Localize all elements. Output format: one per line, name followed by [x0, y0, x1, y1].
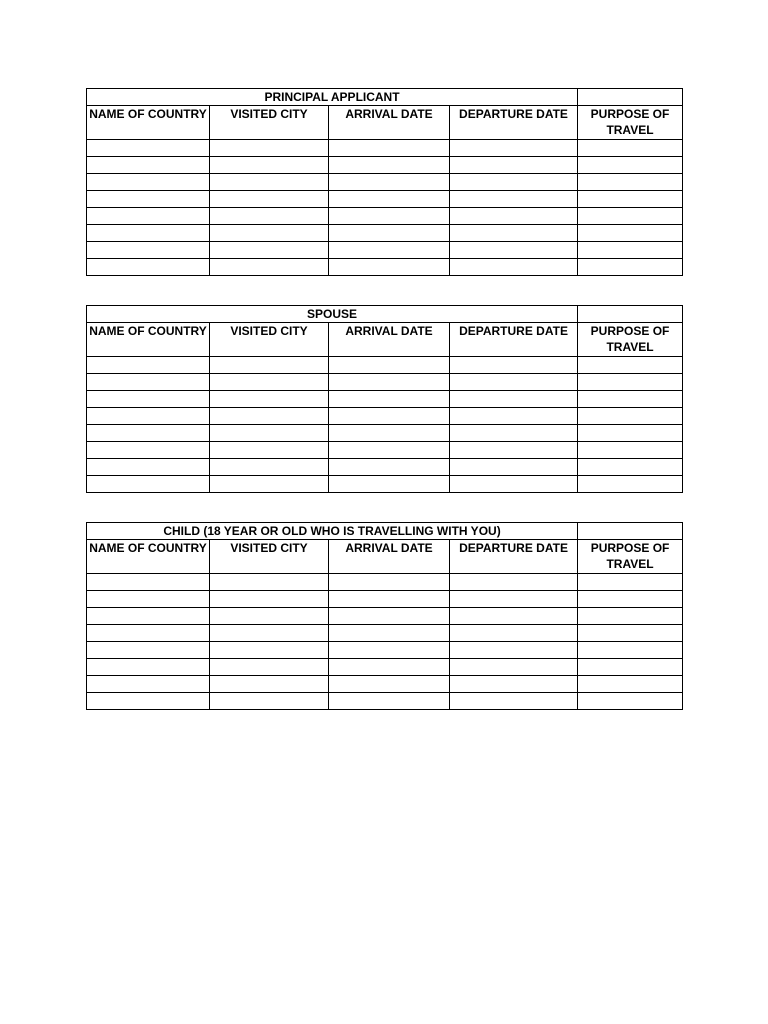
- entry-cell[interactable]: [210, 259, 329, 276]
- entry-cell[interactable]: [329, 442, 450, 459]
- entry-cell[interactable]: [450, 442, 578, 459]
- table-row: [87, 208, 683, 225]
- column-header: PURPOSE OF TRAVEL: [578, 106, 683, 140]
- entry-cell[interactable]: [87, 476, 210, 493]
- entry-cell[interactable]: [210, 140, 329, 157]
- column-header: VISITED CITY: [210, 323, 329, 357]
- entry-cell[interactable]: [450, 157, 578, 174]
- entry-cell[interactable]: [87, 242, 210, 259]
- table-row: [87, 191, 683, 208]
- entry-cell[interactable]: [210, 374, 329, 391]
- entry-cell[interactable]: [87, 374, 210, 391]
- entry-cell[interactable]: [450, 608, 578, 625]
- entry-cell[interactable]: [210, 476, 329, 493]
- entry-cell[interactable]: [87, 140, 210, 157]
- entry-cell[interactable]: [329, 425, 450, 442]
- entry-cell[interactable]: [87, 357, 210, 374]
- entry-cell[interactable]: [450, 374, 578, 391]
- entry-cell[interactable]: [87, 676, 210, 693]
- entry-cell[interactable]: [578, 608, 683, 625]
- entry-cell[interactable]: [329, 357, 450, 374]
- entry-cell[interactable]: [87, 391, 210, 408]
- entry-cell[interactable]: [87, 459, 210, 476]
- entry-cell[interactable]: [87, 642, 210, 659]
- entry-cell[interactable]: [210, 225, 329, 242]
- entry-cell[interactable]: [329, 676, 450, 693]
- entry-cell[interactable]: [450, 459, 578, 476]
- entry-cell[interactable]: [210, 174, 329, 191]
- entry-cell[interactable]: [450, 591, 578, 608]
- entry-cell[interactable]: [578, 357, 683, 374]
- entry-cell[interactable]: [329, 157, 450, 174]
- entry-cell[interactable]: [450, 242, 578, 259]
- entry-cell[interactable]: [578, 459, 683, 476]
- column-header: NAME OF COUNTRY: [87, 323, 210, 357]
- entry-cell[interactable]: [210, 357, 329, 374]
- entry-cell[interactable]: [578, 259, 683, 276]
- entry-cell[interactable]: [210, 693, 329, 710]
- table-row: [87, 608, 683, 625]
- entry-cell[interactable]: [578, 642, 683, 659]
- entry-cell[interactable]: [87, 174, 210, 191]
- table-row: [87, 659, 683, 676]
- entry-cell[interactable]: [578, 408, 683, 425]
- title-blank-cell: [578, 89, 683, 106]
- entry-cell[interactable]: [87, 157, 210, 174]
- entry-cell[interactable]: [450, 425, 578, 442]
- table-row: [87, 591, 683, 608]
- column-header: VISITED CITY: [210, 540, 329, 574]
- entry-cell[interactable]: [578, 659, 683, 676]
- table-row: [87, 242, 683, 259]
- entry-cell[interactable]: [87, 693, 210, 710]
- column-header: PURPOSE OF TRAVEL: [578, 323, 683, 357]
- column-header: DEPARTURE DATE: [450, 540, 578, 574]
- entry-cell[interactable]: [450, 225, 578, 242]
- entry-cell[interactable]: [450, 259, 578, 276]
- entry-cell[interactable]: [210, 459, 329, 476]
- entry-cell[interactable]: [450, 357, 578, 374]
- entry-cell[interactable]: [210, 157, 329, 174]
- entry-cell[interactable]: [578, 625, 683, 642]
- entry-cell[interactable]: [450, 208, 578, 225]
- entry-cell[interactable]: [578, 374, 683, 391]
- table-row: [87, 140, 683, 157]
- entry-cell[interactable]: [578, 140, 683, 157]
- entry-cell[interactable]: [578, 574, 683, 591]
- entry-cell[interactable]: [329, 242, 450, 259]
- entry-cell[interactable]: [210, 659, 329, 676]
- entry-cell[interactable]: [210, 391, 329, 408]
- entry-cell[interactable]: [210, 191, 329, 208]
- entry-cell[interactable]: [329, 625, 450, 642]
- entry-cell[interactable]: [450, 191, 578, 208]
- entry-cell[interactable]: [210, 425, 329, 442]
- table-row: [87, 174, 683, 191]
- entry-cell[interactable]: [578, 242, 683, 259]
- entry-cell[interactable]: [450, 642, 578, 659]
- table-row: [87, 425, 683, 442]
- entry-cell[interactable]: [329, 608, 450, 625]
- entry-cell[interactable]: [450, 391, 578, 408]
- entry-cell[interactable]: [329, 225, 450, 242]
- entry-cell[interactable]: [210, 608, 329, 625]
- entry-cell[interactable]: [329, 459, 450, 476]
- entry-cell[interactable]: [578, 591, 683, 608]
- entry-cell[interactable]: [329, 659, 450, 676]
- entry-cell[interactable]: [87, 191, 210, 208]
- entry-cell[interactable]: [87, 408, 210, 425]
- entry-cell[interactable]: [450, 693, 578, 710]
- entry-cell[interactable]: [578, 693, 683, 710]
- entry-cell[interactable]: [329, 642, 450, 659]
- entry-cell[interactable]: [329, 391, 450, 408]
- entry-cell[interactable]: [87, 625, 210, 642]
- table-row: [87, 459, 683, 476]
- entry-cell[interactable]: [210, 442, 329, 459]
- entry-cell[interactable]: [87, 225, 210, 242]
- travel-table-1: [86, 88, 683, 276]
- entry-cell[interactable]: [450, 574, 578, 591]
- column-header: NAME OF COUNTRY: [87, 540, 210, 574]
- table-row: [87, 676, 683, 693]
- table-row: [87, 259, 683, 276]
- entry-cell[interactable]: [210, 591, 329, 608]
- entry-cell[interactable]: [210, 574, 329, 591]
- entry-cell[interactable]: [578, 425, 683, 442]
- table-row: [87, 357, 683, 374]
- entry-cell[interactable]: [578, 225, 683, 242]
- entry-cell[interactable]: [87, 259, 210, 276]
- entry-cell[interactable]: [210, 408, 329, 425]
- table-row: [87, 391, 683, 408]
- entry-cell[interactable]: [329, 591, 450, 608]
- entry-cell[interactable]: [87, 425, 210, 442]
- table-row: [87, 476, 683, 493]
- table-row: [87, 408, 683, 425]
- entry-cell[interactable]: [450, 408, 578, 425]
- column-header: NAME OF COUNTRY: [87, 106, 210, 140]
- entry-cell[interactable]: [87, 591, 210, 608]
- entry-cell[interactable]: [87, 659, 210, 676]
- entry-cell[interactable]: [450, 676, 578, 693]
- entry-cell[interactable]: [329, 174, 450, 191]
- entry-cell[interactable]: [450, 476, 578, 493]
- entry-cell[interactable]: [578, 191, 683, 208]
- table-row: [87, 625, 683, 642]
- column-header: ARRIVAL DATE: [329, 323, 450, 357]
- section-title: CHILD (18 YEAR OR OLD WHO IS TRAVELLING WITH YOU): [87, 523, 578, 540]
- entry-cell[interactable]: [329, 476, 450, 493]
- table-row: [87, 157, 683, 174]
- column-header: ARRIVAL DATE: [329, 106, 450, 140]
- entry-cell[interactable]: [578, 174, 683, 191]
- column-header: DEPARTURE DATE: [450, 106, 578, 140]
- entry-cell[interactable]: [578, 208, 683, 225]
- entry-cell[interactable]: [210, 625, 329, 642]
- entry-cell[interactable]: [450, 174, 578, 191]
- entry-cell[interactable]: [329, 208, 450, 225]
- section-title: SPOUSE: [87, 306, 578, 323]
- entry-cell[interactable]: [87, 574, 210, 591]
- column-header: PURPOSE OF TRAVEL: [578, 540, 683, 574]
- entry-cell[interactable]: [329, 191, 450, 208]
- entry-cell[interactable]: [329, 374, 450, 391]
- entry-cell[interactable]: [329, 693, 450, 710]
- entry-cell[interactable]: [329, 259, 450, 276]
- entry-cell[interactable]: [210, 242, 329, 259]
- table-row: [87, 642, 683, 659]
- table-row: [87, 442, 683, 459]
- entry-cell[interactable]: [329, 140, 450, 157]
- entry-cell[interactable]: [578, 442, 683, 459]
- entry-cell[interactable]: [450, 659, 578, 676]
- column-header: ARRIVAL DATE: [329, 540, 450, 574]
- entry-cell[interactable]: [450, 140, 578, 157]
- entry-cell[interactable]: [210, 208, 329, 225]
- section-title: PRINCIPAL APPLICANT: [87, 89, 578, 106]
- table-row: [87, 574, 683, 591]
- entry-cell[interactable]: [578, 157, 683, 174]
- entry-cell[interactable]: [329, 574, 450, 591]
- entry-cell[interactable]: [578, 676, 683, 693]
- entry-cell[interactable]: [578, 476, 683, 493]
- table-row: [87, 225, 683, 242]
- entry-cell[interactable]: [210, 642, 329, 659]
- travel-table-2: [86, 305, 683, 493]
- column-header: VISITED CITY: [210, 106, 329, 140]
- entry-cell[interactable]: [578, 391, 683, 408]
- entry-cell[interactable]: [329, 408, 450, 425]
- column-header: DEPARTURE DATE: [450, 323, 578, 357]
- entry-cell[interactable]: [87, 608, 210, 625]
- entry-cell[interactable]: [450, 625, 578, 642]
- entry-cell[interactable]: [87, 208, 210, 225]
- table-row: [87, 693, 683, 710]
- travel-table-3: [86, 522, 683, 710]
- entry-cell[interactable]: [87, 442, 210, 459]
- title-blank-cell: [578, 523, 683, 540]
- entry-cell[interactable]: [210, 676, 329, 693]
- table-row: [87, 374, 683, 391]
- title-blank-cell: [578, 306, 683, 323]
